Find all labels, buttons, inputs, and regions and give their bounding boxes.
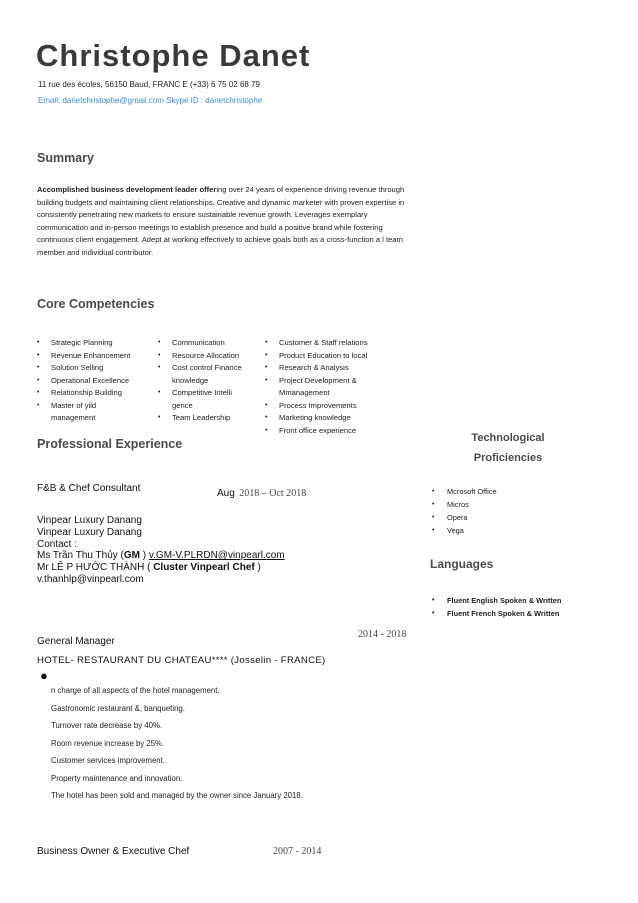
job-1-contact-2	[37, 562, 285, 574]
list-item: • Resource Allocation	[158, 350, 263, 363]
list-item: • Fluent French Spoken & Written	[430, 607, 630, 620]
list-item: • Research & Analysis	[265, 362, 395, 375]
job-1-company-repeat: Vinpear Luxury Danang	[37, 526, 142, 538]
list-item: • Communication	[158, 337, 263, 350]
contact-2-role: Cluster Vinpearl Chef	[153, 562, 255, 574]
job-1-company: Vinpear Luxury Danang	[37, 515, 142, 526]
list-item: • Opera	[430, 511, 610, 524]
experience-heading: Professional Experience	[37, 437, 183, 451]
technological-list	[430, 485, 610, 537]
job-1-details	[37, 515, 285, 586]
technological-heading-line-1: Technological	[471, 432, 545, 444]
list-item: • Strategic Planning	[37, 337, 152, 350]
list-item: Property maintenance and innovation.	[51, 773, 183, 783]
job-2-company: HOTEL- RESTAURANT DU CHATEAU**** (Josselin - FRANCE)	[37, 655, 326, 666]
job-1-date	[217, 483, 306, 501]
technological-heading-line-2: Proficiencies	[473, 452, 543, 464]
competencies-column-2	[158, 337, 263, 425]
list-item: • Process Improvements	[265, 400, 395, 413]
contact-1-role: GM	[123, 550, 140, 562]
competencies-column-1	[37, 337, 152, 425]
list-item: • Revenue Enhancement	[37, 350, 152, 363]
list-item: n charge of all aspects of the hotel management.	[51, 686, 220, 695]
summary-rest: ing over 24 years of experience driving revenue through building budgets and maintaining client relationships. Creative and dynamic marketer with proven expertise in consistently penetrating new markets to ensure sustainable revenue growth. Leverages exemplary communication and in-person meetings to establish presence and build a positive brand while fostering continuous client engagement. Adept at working effectively to achieve goals both as a cross-function a l team member and individual contributor.	[37, 185, 405, 257]
list-item: • Fluent English Spoken & Written	[430, 594, 630, 607]
contact-2-name: Mr LÊ P HƯỚC THÀNH (	[37, 562, 154, 574]
languages-list	[430, 594, 630, 620]
address-line: 11 rue des écoles, 56150 Baud, FRANC E (+33) 6 75 02 68 79	[38, 80, 260, 89]
list-item: • Marketing knowledge	[265, 412, 395, 425]
contact-1-name: Ms Trần Thu Thủy (	[37, 550, 124, 562]
list-item: • Team Leadership	[158, 412, 263, 425]
contact-2-close: )	[254, 562, 261, 574]
list-item: • Micros	[430, 498, 610, 511]
job-2-date: 2014 - 2018	[358, 629, 407, 640]
bullet-icon: ●	[40, 668, 48, 683]
candidate-name: Christophe Danet	[36, 38, 311, 73]
job-1-date-range: 2018 – Oct 2018	[239, 488, 307, 499]
list-item: • Front office experience	[265, 425, 395, 438]
list-item: • Relationship Building	[37, 387, 152, 400]
list-item: • Master of yild management	[37, 400, 111, 425]
list-item: • Solution Selling	[37, 362, 152, 375]
list-item: Turnover rate decrease by 40%.	[51, 721, 163, 730]
list-item: Customer services improvement.	[51, 756, 165, 765]
list-item: • Customer & Staff relations	[265, 337, 395, 350]
competencies-column-3	[265, 337, 395, 437]
competencies-heading: Core Competencies	[37, 297, 155, 311]
list-item: • Vega	[430, 524, 610, 537]
list-item: The hotel has been sold and managed by the owner since January 2018.	[51, 791, 303, 800]
job-1-date-month: Aug	[217, 488, 235, 499]
summary-lead: Accomplished business development leader offer	[37, 185, 217, 194]
list-item: • Project Development & Mmanagement	[265, 375, 374, 400]
summary-heading: Summary	[37, 151, 94, 165]
list-item: • Operational Excellence	[37, 375, 152, 388]
list-item: • Competitive Intelli gence	[158, 387, 232, 412]
job-3-title: Business Owner & Executive Chef	[37, 846, 190, 857]
job-2-responsibilities	[51, 682, 401, 805]
contact-1-close: )	[140, 550, 149, 562]
list-item: • Product Education to local	[265, 350, 395, 363]
job-1-contact-1	[37, 550, 285, 562]
job-1-contact-label: Contact :	[37, 538, 78, 550]
job-3-date: 2007 - 2014	[273, 846, 322, 857]
contact-2-email[interactable]: v.thanhlp@vinpearl.com	[37, 573, 144, 585]
summary-text	[37, 184, 407, 260]
list-item: Room revenue increase by 25%.	[51, 738, 165, 748]
list-item: • Mcrosoft Office	[430, 485, 610, 498]
technological-heading	[468, 428, 548, 468]
job-2-title: General Manager	[37, 636, 115, 647]
languages-heading: Languages	[430, 557, 494, 571]
contact-1-email[interactable]: v.GM-V.PLRDN@vinpearl.com	[148, 550, 285, 562]
list-item: • Cost control Finance knowledge	[158, 362, 257, 387]
contact-line[interactable]: Email: danetchristophe@gmail.com Skype ID : danetchristophe	[38, 96, 263, 105]
job-1-title: F&B & Chef Consultant	[37, 483, 141, 494]
list-item: Gastronomic restaurant &, banqueting.	[51, 703, 185, 713]
